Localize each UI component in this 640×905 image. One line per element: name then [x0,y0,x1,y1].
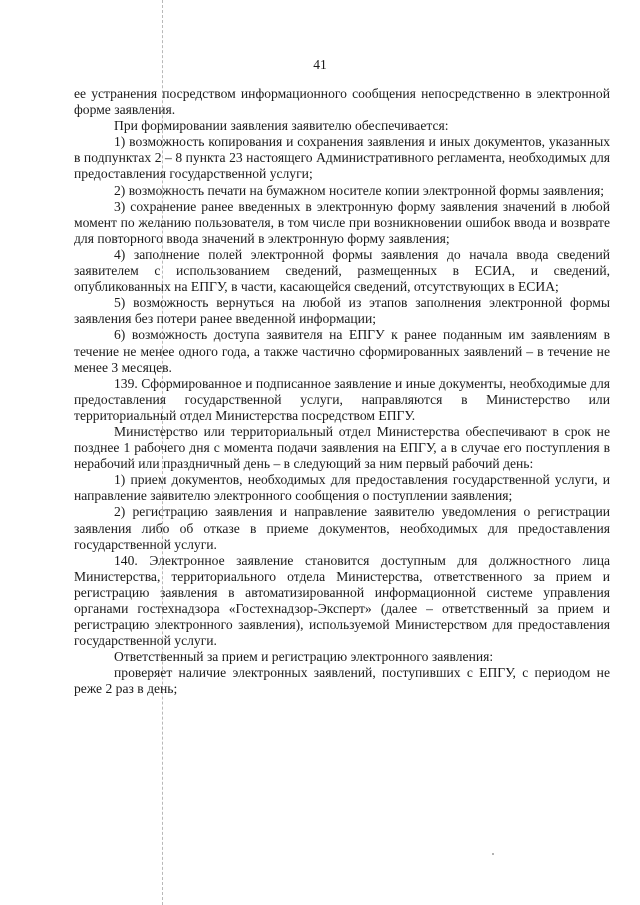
paragraph-7: 5) возможность вернуться на любой из этапов заполнения электронной формы заявления без потери ранее введенной информации; [74,295,610,327]
page-number: 41 [313,57,327,72]
paragraph-12: 2) регистрацию заявления и направление заявителю уведомления о регистрации заявления либо об отказе в приеме документов, необходимых для предоставления государственной услуги. [74,504,610,552]
scan-speck [492,853,494,855]
paragraph-6: 4) заполнение полей электронной формы заявления до начала ввода сведений заявителем с использованием сведений, размещенных в ЕСИА, и сведений, опубликованных на ЕПГУ, в части, касающейся сведений, отсутствующих в ЕСИА; [74,246,610,295]
paragraph-3: 1) возможность копирования и сохранения заявления и иных документов, указанных в подпунктах 2 – 8 пункта 23 настоящего Административного регламента, необходимых для предоставления государственной услуги; [74,134,610,182]
paragraph-5: 3) сохранение ранее введенных в электронную форму заявления значений в любой момент по желанию пользователя, в том числе при возникновении ошибок ввода и возврате для повторного ввода значений в электронную форму заявления; [74,198,610,246]
paragraph-4: 2) возможность печати на бумажном носителе копии электронной формы заявления; [114,182,605,198]
paragraph-11: 1) прием документов, необходимых для предоставления государственной услуги, и направление заявителю электронного сообщения о поступлении заявления; [74,472,610,504]
paragraph-14: Ответственный за прием и регистрацию электронного заявления: [114,649,494,665]
paragraph-15: проверяет наличие электронных заявлений, поступивших с ЕПГУ, с периодом не реже 2 раз в день; [74,665,610,697]
paragraph-9: 139. Сформированное и подписанное заявление и иные документы, необходимые для предоставления государственной услуги, направляются в Министерство или территориальный отдел Министерства посредством ЕПГУ. [74,375,610,423]
document-body [74,86,610,698]
paragraph-8: 6) возможность доступа заявителя на ЕПГУ к ранее поданным им заявлениям в течение не менее одного года, а также частично сформированных заявлений – в течение не менее 3 месяцев. [74,327,610,375]
paragraph-2: При формировании заявления заявителю обеспечивается: [114,118,449,134]
paragraph-1: ее устранения посредством информационного сообщения непосредственно в электронной форме заявления. [74,86,610,118]
paragraph-10: Министерство или территориальный отдел Министерства обеспечивают в срок не позднее 1 рабочего дня с момента подачи заявления на ЕПГУ, а в случае его поступления в нерабочий или праздничный день – в следующий за ним первый рабочий день: [74,423,610,472]
paragraph-13: 140. Электронное заявление становится доступным для должностного лица Министерства, территориального отдела Министерства, ответственного за прием и регистрацию заявления в автоматизированной информационной системе управления органами гостехнадзора «Гостехнадзор-Эксперт» (далее – ответственный за прием и регистрацию электронного заявления), используемой Министерством для предоставления государственной услуги. [74,552,610,649]
